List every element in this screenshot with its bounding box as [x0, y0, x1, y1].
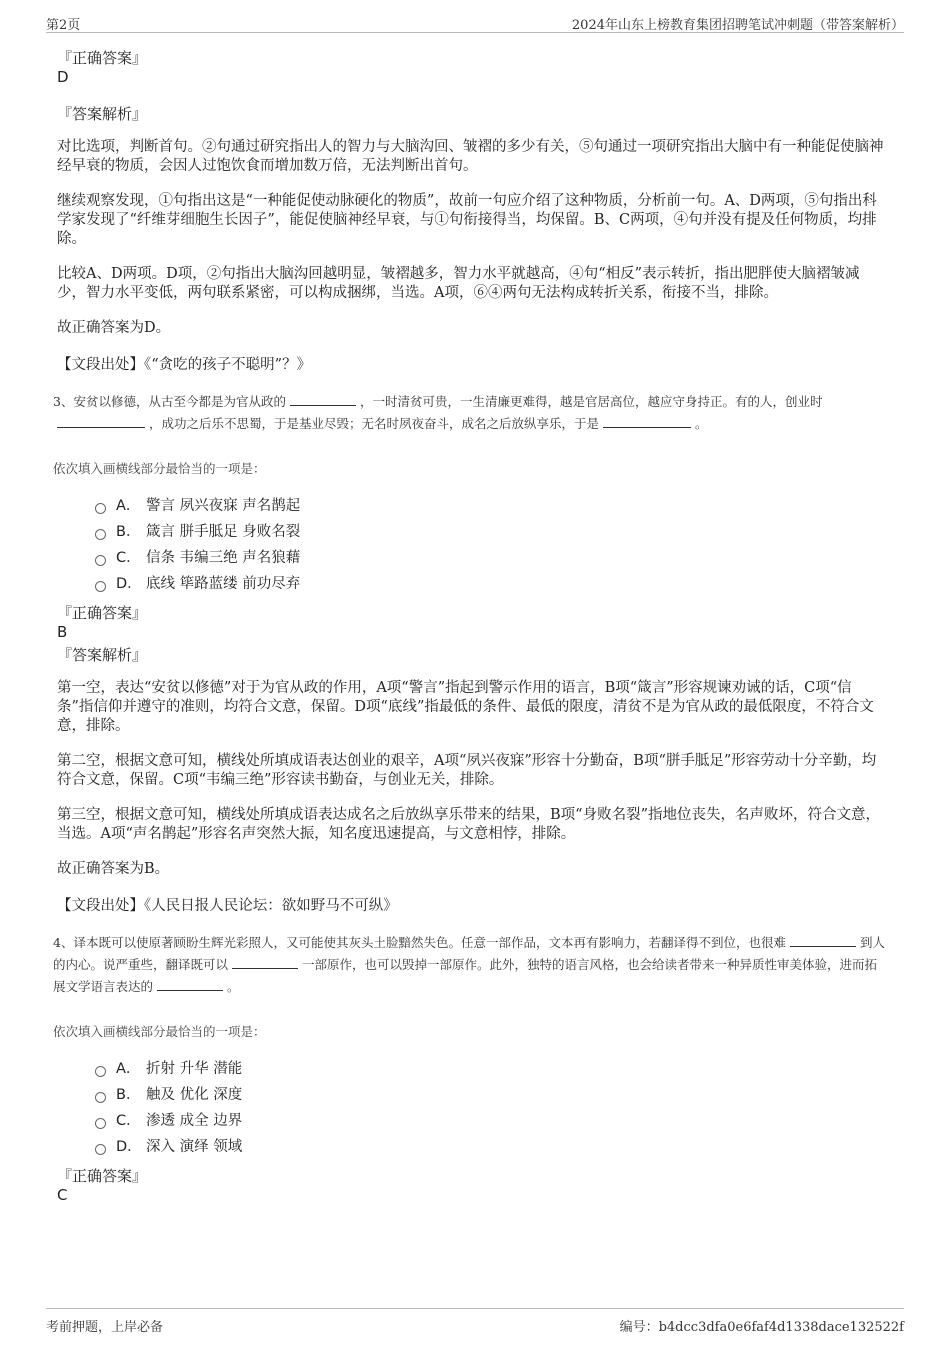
q2-analysis-4: 故正确答案为D。 — [57, 320, 171, 336]
radio-icon[interactable] — [95, 581, 106, 592]
q3-answer: B — [57, 623, 68, 641]
q4-options — [95, 1056, 887, 1160]
footer-slogan: 考前押题，上岸必备 — [46, 1320, 164, 1335]
radio-icon[interactable] — [95, 503, 106, 514]
q3-options — [95, 493, 887, 597]
blank — [232, 956, 298, 969]
blank — [57, 415, 145, 428]
answer-label: 『正确答案』 — [57, 604, 148, 622]
analysis-label: 『答案解析』 — [57, 105, 148, 123]
q3-analysis-1: 第一空，表达“安贫以修德”对于为官从政的作用，A项“警言”指起到警示作用的语言，B项“箴言”形容规谏劝诫的话，C项“信条”指信仰并遵守的准则，均符合文意，保留。D项“底线”指最低的条件、最低的限度，清贫不是为官从政的最低限度，不符合文意，排除。 — [57, 680, 874, 734]
q3-option-c[interactable]: C． 信条 韦编三绝 声名狼藉 — [95, 545, 887, 571]
page-footer — [46, 1308, 904, 1339]
content — [53, 48, 887, 1222]
page-header — [46, 12, 904, 33]
document-title: 2024年山东上榜教育集团招聘笔试冲刺题（带答案解析） — [571, 18, 904, 33]
radio-icon[interactable] — [95, 529, 106, 540]
q3-stem: 3、安贫以修德，从古至今都是为官从政的 ，一时清贫可贵，一生清廉更难得，越是官居高位，越应守身持正。有的人，创业时，成功之后乐不思蜀，于是基业尽毁；无名时夙夜奋斗，成名之后放纵享乐，于是 。 — [53, 394, 823, 431]
q2-source: 【文段出处】《“贪吃的孩子不聪明”？》 — [57, 357, 312, 373]
blank — [157, 978, 223, 991]
radio-icon[interactable] — [95, 1066, 106, 1077]
q3-analysis-3: 第三空，根据文意可知，横线处所填成语表达成名之后放纵享乐带来的结果，B项“身败名裂”指地位丧失，名声败坏，符合文意，当选。A项“声名鹊起”形容名声突然大振，知名度迅速提高，与文意相悖，排除。 — [57, 807, 880, 842]
blank — [603, 415, 691, 428]
radio-icon[interactable] — [95, 1118, 106, 1129]
answer-label: 『正确答案』 — [57, 1167, 148, 1185]
q4-option-a[interactable]: A． 折射 升华 潜能 — [95, 1056, 887, 1082]
q4-hint: 依次填入画横线部分最恰当的一项是： — [53, 1024, 266, 1039]
q3-option-b[interactable]: B． 箴言 胼手胝足 身败名裂 — [95, 519, 887, 545]
radio-icon[interactable] — [95, 1092, 106, 1103]
q4-answer: C — [57, 1186, 68, 1204]
radio-icon[interactable] — [95, 1144, 106, 1155]
q3-option-a[interactable]: A． 警言 夙兴夜寐 声名鹊起 — [95, 493, 887, 519]
q2-analysis-3: 比较A、D两项。D项，②句指出大脑沟回越明显，皱褶越多，智力水平就越高，④句“相反”表示转折，指出肥胖使大脑褶皱减少，智力水平变低，两句联系紧密，可以构成捆绑，当选。A项，⑥④两句无法构成转折关系，衔接不当，排除。 — [57, 266, 860, 301]
q2-answer: D — [57, 68, 69, 86]
q4-option-d[interactable]: D． 深入 演绎 领域 — [95, 1134, 887, 1160]
q2-analysis-2: 继续观察发现，①句指出这是“一种能促使动脉硬化的物质”，故前一句应介绍了这种物质，分析前一句。A、D两项，⑤句指出科学家发现了“纤维芽细胞生长因子”，能促使脑神经早衰，与①句衔接得当，均保留。B、C两项，④句并没有提及任何物质，均排除。 — [57, 193, 877, 247]
q2-analysis-1: 对比选项，判断首句。②句通过研究指出人的智力与大脑沟回、皱褶的多少有关，⑤句通过一项研究指出大脑中有一种能促使脑神经早衰的物质，会因人过饱饮食而增加数万倍，无法判断出首句。 — [57, 139, 884, 174]
q3-analysis-2: 第二空，根据文意可知，横线处所填成语表达创业的艰辛，A项“夙兴夜寐”形容十分勤奋，B项“胼手胝足”形容劳动十分辛勤，均符合文意，保留。C项“韦编三绝”形容读书勤奋，与创业无关，排除。 — [57, 753, 877, 788]
radio-icon[interactable] — [95, 555, 106, 566]
q4-option-c[interactable]: C． 渗透 成全 边界 — [95, 1108, 887, 1134]
q3-option-d[interactable]: D． 底线 筚路蓝缕 前功尽弃 — [95, 571, 887, 597]
q4-option-b[interactable]: B． 触及 优化 深度 — [95, 1082, 887, 1108]
analysis-label: 『答案解析』 — [57, 646, 148, 664]
blank — [290, 393, 356, 406]
page-number: 第2页 — [46, 18, 81, 33]
blank — [790, 934, 856, 947]
answer-label: 『正确答案』 — [57, 49, 148, 67]
q3-source: 【文段出处】《人民日报人民论坛：欲如野马不可纵》 — [57, 898, 398, 914]
q3-hint: 依次填入画横线部分最恰当的一项是： — [53, 461, 266, 476]
q3-analysis-4: 故正确答案为B。 — [57, 861, 170, 877]
document-code: 编号：b4dcc3dfa0e6faf4d1338dace132522f — [619, 1320, 904, 1335]
q4-stem: 4、译本既可以使原著顾盼生辉光彩照人，又可能使其灰头土脸黯然失色。任意一部作品，文本再有影响力，若翻译得不到位，也很难 到人的内心。说严重些，翻译既可以 一部原作，也可以毁掉一部原作。此外，独特的语言风格，也会给读者带来一种异质性审美体验，进而拓展文学语言表达的 。 — [53, 935, 885, 994]
